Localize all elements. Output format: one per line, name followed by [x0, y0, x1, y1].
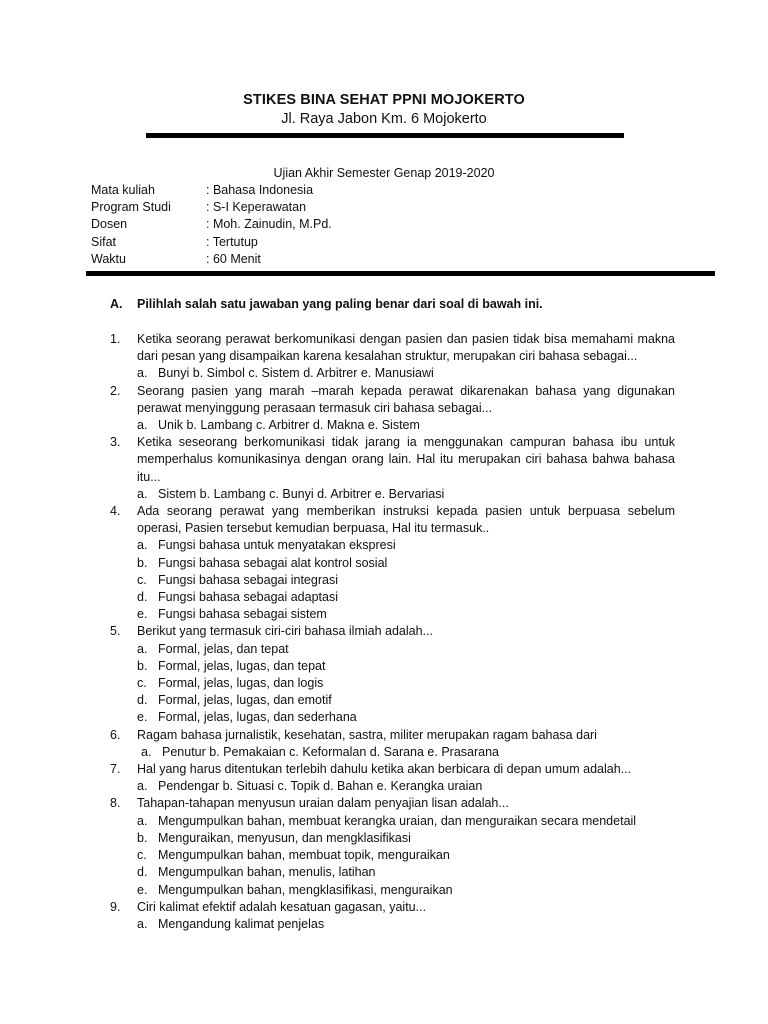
option-c: [137, 675, 675, 692]
option-letter: d.: [137, 865, 148, 880]
option-text: Mengandung kalimat penjelas: [158, 916, 325, 931]
option-text: Menguraikan, menyusun, dan mengklasifikasi: [158, 830, 411, 845]
option-text: Sistem b. Lambang c. Bunyi d. Arbitrer e. Bervariasi: [158, 486, 445, 501]
info-value: : Bahasa Indonesia: [206, 183, 314, 197]
option-a: [137, 641, 675, 658]
option-letter: d.: [137, 693, 148, 708]
option-a: [137, 537, 675, 554]
info-row-course: [91, 182, 332, 199]
option-letter: b.: [137, 830, 148, 845]
question-3: [110, 434, 675, 503]
question-number: 4.: [110, 504, 121, 519]
question-4: [110, 503, 675, 623]
question-number: 8.: [110, 796, 121, 811]
question-text: Tahapan-tahapan menyusun uraian dalam penyajian lisan adalah...: [137, 796, 509, 811]
option-a: [137, 813, 675, 830]
info-divider: [86, 271, 715, 276]
option-a: [137, 417, 675, 434]
option-text: Formal, jelas, lugas, dan sederhana: [158, 710, 357, 725]
option-text: Fungsi bahasa untuk menyatakan ekspresi: [158, 538, 396, 553]
question-text: Ada seorang perawat yang memberikan instruksi kepada pasien untuk berpuasa sebelum operasi, Pasien tersebut kemudian berpuasa, Hal itu termasuk..: [137, 504, 675, 536]
question-number: 3.: [110, 435, 121, 450]
question-list: [110, 331, 675, 933]
option-text: Mengumpulkan bahan, membuat kerangka uraian, dan menguraikan secara mendetail: [158, 813, 637, 828]
option-e: [137, 606, 675, 623]
option-c: [137, 572, 675, 589]
question-number: 2.: [110, 383, 121, 398]
question-text: Ciri kalimat efektif adalah kesatuan gagasan, yaitu...: [137, 899, 427, 914]
option-letter: a.: [137, 418, 148, 433]
question-number: 7.: [110, 762, 121, 777]
institution-name: STIKES BINA SEHAT PPNI MOJOKERTO: [243, 92, 525, 108]
info-key: Program Studi: [91, 200, 171, 215]
info-value: : S-I Keperawatan: [206, 200, 307, 215]
question-7: [110, 761, 675, 795]
option-letter: c.: [137, 572, 147, 587]
question-text: Hal yang harus ditentukan terlebih dahulu ketika akan berbicara di depan umum adalah...: [137, 762, 632, 777]
question-text: Ragam bahasa jurnalistik, kesehatan, sastra, militer merupakan ragam bahasa dari: [137, 727, 597, 742]
option-e: [137, 882, 675, 899]
info-row-program: [91, 199, 332, 216]
option-text: Mengumpulkan bahan, mengklasifikasi, menguraikan: [158, 882, 453, 897]
question-text: Seorang pasien yang marah –marah kepada perawat dikarenakan bahasa yang digunakan perawat menyinggung perasaan termasuk ciri bahasa sebagai...: [137, 383, 675, 415]
option-letter: a.: [141, 744, 152, 759]
option-text: Bunyi b. Simbol c. Sistem d. Arbitrer e. Manusiawi: [158, 366, 434, 381]
info-row-nature: [91, 234, 332, 251]
option-text: Fungsi bahasa sebagai adaptasi: [158, 590, 338, 605]
document-header: [0, 92, 768, 127]
question-number: 1.: [110, 332, 121, 346]
question-text: Berikut yang termasuk ciri-ciri bahasa ilmiah adalah...: [137, 624, 433, 639]
option-letter: b.: [137, 555, 148, 570]
section-letter: A.: [110, 297, 123, 311]
question-text: Ketika seorang perawat berkomunikasi dengan pasien dan pasien tidak bisa memahami makna dari pesan yang disampaikan karena kesalahan struktur, merupakan ciri bahasa sebagai...: [137, 332, 675, 364]
option-b: [137, 830, 675, 847]
exam-title: Ujian Akhir Semester Genap 2019-2020: [273, 166, 495, 180]
option-text: Mengumpulkan bahan, membuat topik, menguraikan: [158, 848, 450, 863]
section-heading: [110, 297, 543, 311]
question-number: 6.: [110, 727, 121, 742]
option-text: Formal, jelas, dan tepat: [158, 641, 289, 656]
option-letter: b.: [137, 658, 148, 673]
option-a: [137, 365, 675, 382]
info-key: Mata kuliah: [91, 183, 155, 197]
institution-address: Jl. Raya Jabon Km. 6 Mojokerto: [281, 111, 487, 127]
info-row-lecturer: [91, 216, 332, 233]
option-text: Fungsi bahasa sebagai integrasi: [158, 572, 338, 587]
info-key: Waktu: [91, 251, 126, 266]
option-b: [137, 555, 675, 572]
option-a: [141, 744, 675, 761]
exam-info-table: [91, 182, 332, 268]
question-5: [110, 623, 675, 726]
section-instruction: Pilihlah salah satu jawaban yang paling benar dari soal di bawah ini.: [137, 297, 543, 311]
option-letter: c.: [137, 676, 147, 691]
option-d: [137, 589, 675, 606]
option-letter: e.: [137, 710, 148, 725]
option-d: [137, 864, 675, 881]
info-row-time: [91, 251, 332, 268]
option-text: Unik b. Lambang c. Arbitrer d. Makna e. Sistem: [158, 418, 420, 433]
option-c: [137, 847, 675, 864]
option-letter: a.: [137, 813, 148, 828]
info-value: : 60 Menit: [206, 251, 261, 266]
option-text: Fungsi bahasa sebagai sistem: [158, 607, 327, 622]
option-a: [137, 916, 675, 933]
question-1: [110, 331, 675, 383]
option-letter: d.: [137, 590, 148, 605]
option-letter: a.: [137, 486, 148, 501]
info-value: : Tertutup: [206, 234, 258, 249]
question-8: [110, 795, 675, 898]
option-text: Mengumpulkan bahan, menulis, latihan: [158, 865, 376, 880]
option-b: [137, 658, 675, 675]
option-e: [137, 709, 675, 726]
option-a: [137, 486, 675, 503]
question-number: 9.: [110, 899, 121, 914]
option-text: Fungsi bahasa sebagai alat kontrol sosial: [158, 555, 388, 570]
option-text: Penutur b. Pemakaian c. Keformalan d. Sarana e. Prasarana: [162, 744, 499, 759]
option-letter: a.: [137, 916, 148, 931]
option-letter: c.: [137, 848, 147, 863]
option-text: Formal, jelas, lugas, dan tepat: [158, 658, 326, 673]
question-text: Ketika seseorang berkomunikasi tidak jarang ia menggunakan campuran bahasa ibu untuk memperhalus komunikasinya dengan orang lain. Hal itu merupakan ciri bahasa bahwa bahasa itu...: [137, 435, 675, 484]
header-divider: [146, 133, 624, 138]
question-6: [110, 727, 675, 761]
info-key: Sifat: [91, 234, 117, 249]
question-number: 5.: [110, 624, 121, 639]
question-9: [110, 899, 675, 933]
option-letter: a.: [137, 779, 148, 794]
option-text: Formal, jelas, lugas, dan emotif: [158, 693, 332, 708]
option-letter: e.: [137, 882, 148, 897]
option-letter: e.: [137, 607, 148, 622]
info-key: Dosen: [91, 217, 128, 232]
option-text: Pendengar b. Situasi c. Topik d. Bahan e. Kerangka uraian: [158, 779, 483, 794]
question-2: [110, 383, 675, 435]
info-value: : Moh. Zainudin, M.Pd.: [206, 217, 332, 232]
option-a: [137, 778, 675, 795]
option-text: Formal, jelas, lugas, dan logis: [158, 676, 324, 691]
option-letter: a.: [137, 641, 148, 656]
option-letter: a.: [137, 538, 148, 553]
option-letter: a.: [137, 366, 148, 381]
option-d: [137, 692, 675, 709]
